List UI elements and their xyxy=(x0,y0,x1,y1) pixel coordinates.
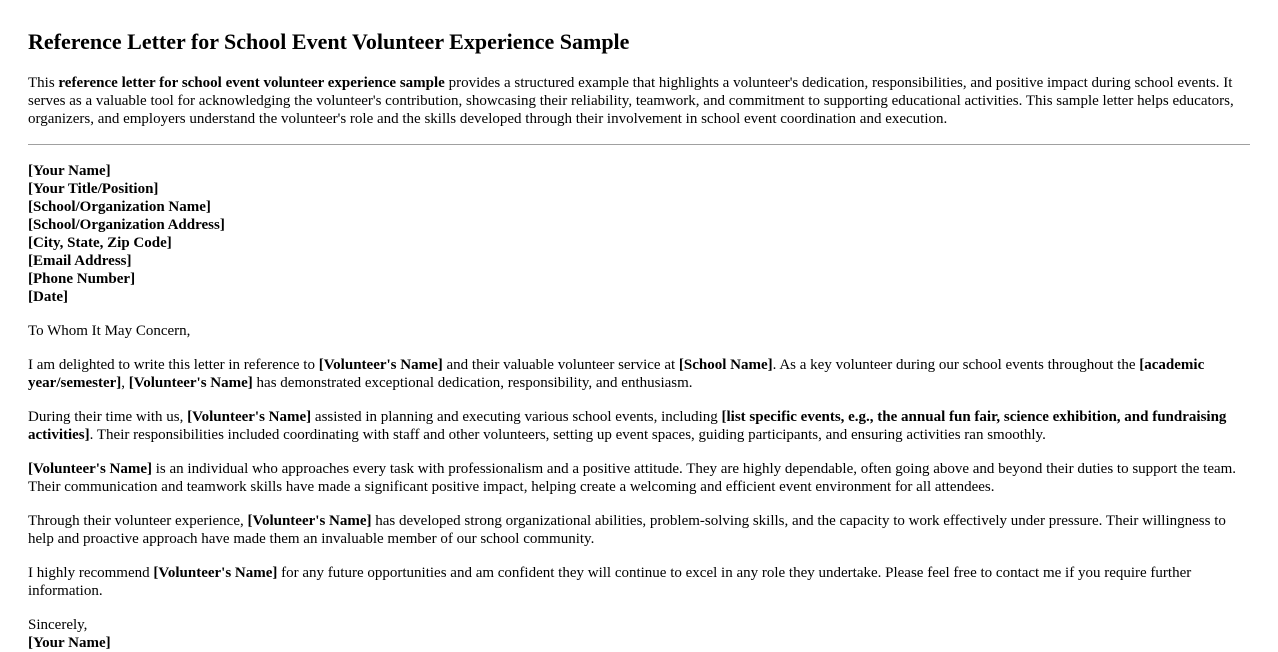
sender-phone: [Phone Number] xyxy=(28,271,136,287)
intro-prefix: This xyxy=(28,75,59,91)
paragraph-1 xyxy=(28,356,1250,392)
paragraph-2 xyxy=(28,408,1250,444)
sender-date: [Date] xyxy=(28,289,68,305)
p2-events-list: [list specific events, e.g., the annual fun fair, science exhibition, and fundraising activities] xyxy=(28,409,1227,443)
p5-volunteer-name: [Volunteer's Name] xyxy=(153,565,278,581)
p3-text-1: is an individual who approaches every task with professionalism and a positive attitude. They are highly dependable, often going above and beyond their duties to support the team. Their communication and teamwork skills have made a significant positive impact, helping create a welcoming and efficient event environment for all attendees. xyxy=(28,461,1237,495)
p1-text-5: has demonstrated exceptional dedication, responsibility, and enthusiasm. xyxy=(252,375,693,391)
p2-text-2: assisted in planning and executing various school events, including xyxy=(311,409,722,425)
p2-volunteer-name: [Volunteer's Name] xyxy=(187,409,312,425)
p1-volunteer-name-2: [Volunteer's Name] xyxy=(128,375,253,391)
paragraph-4 xyxy=(28,512,1250,548)
intro-paragraph xyxy=(28,74,1250,128)
p1-text-1: I am delighted to write this letter in reference to xyxy=(28,357,319,373)
p1-text-4: , xyxy=(121,375,129,391)
sender-city: [City, State, Zip Code] xyxy=(28,235,172,251)
p2-text-3: . Their responsibilities included coordinating with staff and other volunteers, setting up event spaces, guiding participants, and ensuring activities ran smoothly. xyxy=(89,427,1046,443)
sender-email: [Email Address] xyxy=(28,253,132,269)
divider xyxy=(28,144,1250,145)
intro-bold: reference letter for school event volunteer experience sample xyxy=(58,75,445,91)
page-title: Reference Letter for School Event Volunteer Experience Sample xyxy=(28,29,630,54)
p1-text-3: . As a key volunteer during our school events throughout the xyxy=(772,357,1140,373)
p5-text-2: for any future opportunities and am confident they will continue to excel in any role they undertake. Please feel free to contact me if you require further information. xyxy=(28,565,1192,599)
salutation: To Whom It May Concern, xyxy=(28,323,191,339)
paragraph-5 xyxy=(28,564,1250,600)
closing-block xyxy=(28,616,1250,652)
sender-name: [Your Name] xyxy=(28,163,111,179)
closing-signature-name: [Your Name] xyxy=(28,635,111,651)
p5-text-1: I highly recommend xyxy=(28,565,154,581)
sender-org: [School/Organization Name] xyxy=(28,199,211,215)
p3-volunteer-name: [Volunteer's Name] xyxy=(28,461,153,477)
intro-suffix: provides a structured example that highlights a volunteer's dedication, responsibilities, and positive impact during school events. It serves as a valuable tool for acknowledging the volunteer's contribution, showcasing their reliability, teamwork, and commitment to supporting educational activities. This sample letter helps educators, organizers, and employers understand the volunteer's role and the skills developed through their involvement in school event coordination and execution. xyxy=(28,75,1234,127)
p2-text-1: During their time with us, xyxy=(28,409,188,425)
paragraph-3 xyxy=(28,460,1250,496)
p1-text-2: and their valuable volunteer service at xyxy=(442,357,679,373)
p1-volunteer-name: [Volunteer's Name] xyxy=(318,357,443,373)
sender-title: [Your Title/Position] xyxy=(28,181,159,197)
p1-school-name: [School Name] xyxy=(678,357,773,373)
p1-academic-year: [academic year/semester] xyxy=(28,357,1205,391)
sender-address: [School/Organization Address] xyxy=(28,217,225,233)
p4-text-2: has developed strong organizational abilities, problem-solving skills, and the capacity to work effectively under pressure. Their willingness to help and proactive approach have made them an invaluable member of our school community. xyxy=(28,513,1226,547)
p4-text-1: Through their volunteer experience, xyxy=(28,513,248,529)
p4-volunteer-name: [Volunteer's Name] xyxy=(247,513,372,529)
closing-word: Sincerely, xyxy=(28,617,88,633)
sender-block xyxy=(28,162,1250,306)
